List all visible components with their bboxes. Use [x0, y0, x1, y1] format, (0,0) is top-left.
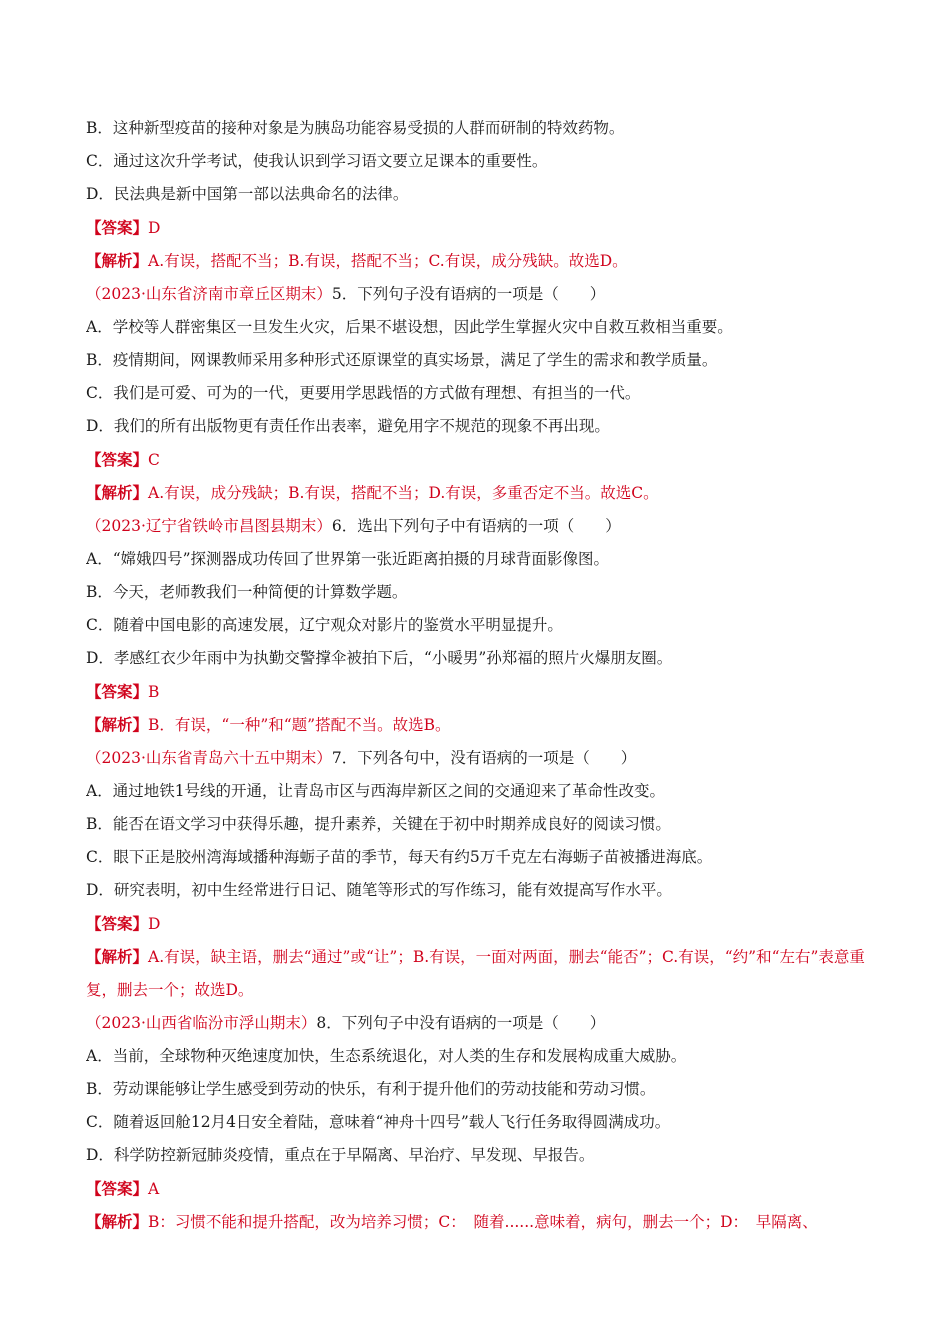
question-source: （2023·山西省临汾市浮山期末）: [86, 1014, 317, 1032]
analysis-text: A.有误，缺主语，删去“通过”或“让”；B.有误，一面对两面，删去“能否”；C.有误，“约”和“左右”表意重复，删去一个；故选D。: [86, 948, 865, 999]
answer-line: [86, 1172, 886, 1205]
option-line: C．通过这次升学考试，使我认识到学习语文要立足课本的重要性。: [86, 152, 548, 170]
option-line: A．通过地铁1号线的开通，让青岛市区与西海岸新区之间的交通迎来了革命性改变。: [86, 782, 666, 800]
answer-value: C: [148, 451, 160, 469]
answer-label: 【答案】: [86, 682, 149, 701]
option-line: B．能否在语文学习中获得乐趣，提升素养，关键在于初中时期养成良好的阅读习惯。: [86, 815, 671, 833]
answer-label: 【答案】: [86, 1179, 149, 1198]
option-line: A．学校等人群密集区一旦发生火灾，后果不堪设想，因此学生掌握火灾中自救互救相当重要。: [86, 318, 733, 336]
answer-value: B: [148, 683, 160, 701]
analysis-label: 【解析】: [86, 483, 149, 502]
option-line: B．这种新型疫苗的接种对象是为胰岛功能容易受损的人群而研制的特效药物。: [86, 119, 625, 137]
answer-value: D: [148, 219, 161, 237]
answer-label: 【答案】: [86, 450, 149, 469]
answer-label: 【答案】: [86, 218, 149, 237]
analysis-label: 【解析】: [86, 1212, 149, 1231]
question-source: （2023·山东省济南市章丘区期末）: [86, 285, 332, 303]
option-line: D．民法典是新中国第一部以法典命名的法律。: [86, 185, 409, 203]
option-line: D．孝感红衣少年雨中为执勤交警撑伞被拍下后，“小暖男”孙郑福的照片火爆朋友圈。: [86, 649, 673, 667]
option-line: B．今天，老师教我们一种简便的计算数学题。: [86, 583, 408, 601]
question-stem: 8．下列句子中没有语病的一项是（ ）: [316, 1014, 606, 1032]
analysis-line: [86, 476, 886, 510]
answer-value: A: [148, 1180, 160, 1198]
answer-line: [86, 443, 886, 476]
question-source: （2023·山东省青岛六十五中期末）: [86, 749, 332, 767]
analysis-label: 【解析】: [86, 251, 149, 270]
question-line: [86, 1007, 886, 1040]
analysis-text: B：习惯不能和提升搭配，改为培养习惯；C： 随着......意味着，病句，删去一个；D： 早隔离、: [148, 1213, 818, 1231]
option-line: D．研究表明，初中生经常进行日记、随笔等形式的写作练习，能有效提高写作水平。: [86, 881, 672, 899]
analysis-label: 【解析】: [86, 947, 149, 966]
answer-line: [86, 675, 886, 708]
option-line: D．科学防控新冠肺炎疫情，重点在于早隔离、早治疗、早发现、早报告。: [86, 1146, 595, 1164]
question-stem: 5．下列句子没有语病的一项是（ ）: [331, 285, 606, 303]
question-line: [86, 510, 886, 543]
analysis-text: A.有误，成分残缺；B.有误，搭配不当；D.有误，多重否定不当。故选C。: [148, 484, 659, 502]
option-line: C．眼下正是胶州湾海域播种海蛎子苗的季节，每天有约5万千克左右海蛎子苗被播进海底。: [86, 848, 713, 866]
answer-line: [86, 211, 886, 244]
option-line: D．我们的所有出版物更有责任作出表率，避免用字不规范的现象不再出现。: [86, 417, 610, 435]
option-line: A．当前，全球物种灭绝速度加快，生态系统退化，对人类的生存和发展构成重大威胁。: [86, 1047, 687, 1065]
question-line: [86, 742, 886, 775]
answer-line: [86, 907, 886, 940]
document-body: [86, 112, 886, 1239]
option-line: B．劳动课能够让学生感受到劳动的快乐，有利于提升他们的劳动技能和劳动习惯。: [86, 1080, 656, 1098]
answer-value: D: [148, 915, 161, 933]
analysis-line: [86, 708, 886, 742]
option-line: B．疫情期间，网课教师采用多种形式还原课堂的真实场景，满足了学生的需求和教学质量。: [86, 351, 718, 369]
option-line: C．我们是可爱、可为的一代，更要用学思践悟的方式做有理想、有担当的一代。: [86, 384, 641, 402]
question-source: （2023·辽宁省铁岭市昌图县期末）: [86, 517, 332, 535]
answer-label: 【答案】: [86, 914, 149, 933]
analysis-line: [86, 244, 886, 278]
option-line: A．“嫦娥四号”探测器成功传回了世界第一张近距离拍摄的月球背面影像图。: [86, 550, 610, 568]
analysis-line: [86, 940, 886, 1007]
analysis-text: A.有误，搭配不当；B.有误，搭配不当；C.有误，成分残缺。故选D。: [148, 252, 628, 270]
analysis-line: [86, 1205, 886, 1239]
question-stem: 6．选出下列句子中有语病的一项（ ）: [331, 517, 621, 535]
option-line: C．随着返回舱12月4日安全着陆，意味着“神舟十四号”载人飞行任务取得圆满成功。: [86, 1113, 671, 1131]
analysis-text: B．有误，“一种”和“题”搭配不当。故选B。: [148, 716, 451, 734]
question-stem: 7．下列各句中，没有语病的一项是（ ）: [331, 749, 637, 767]
option-line: C．随着中国电影的高速发展，辽宁观众对影片的鉴赏水平明显提升。: [86, 616, 563, 634]
analysis-label: 【解析】: [86, 715, 149, 734]
question-line: [86, 278, 886, 311]
